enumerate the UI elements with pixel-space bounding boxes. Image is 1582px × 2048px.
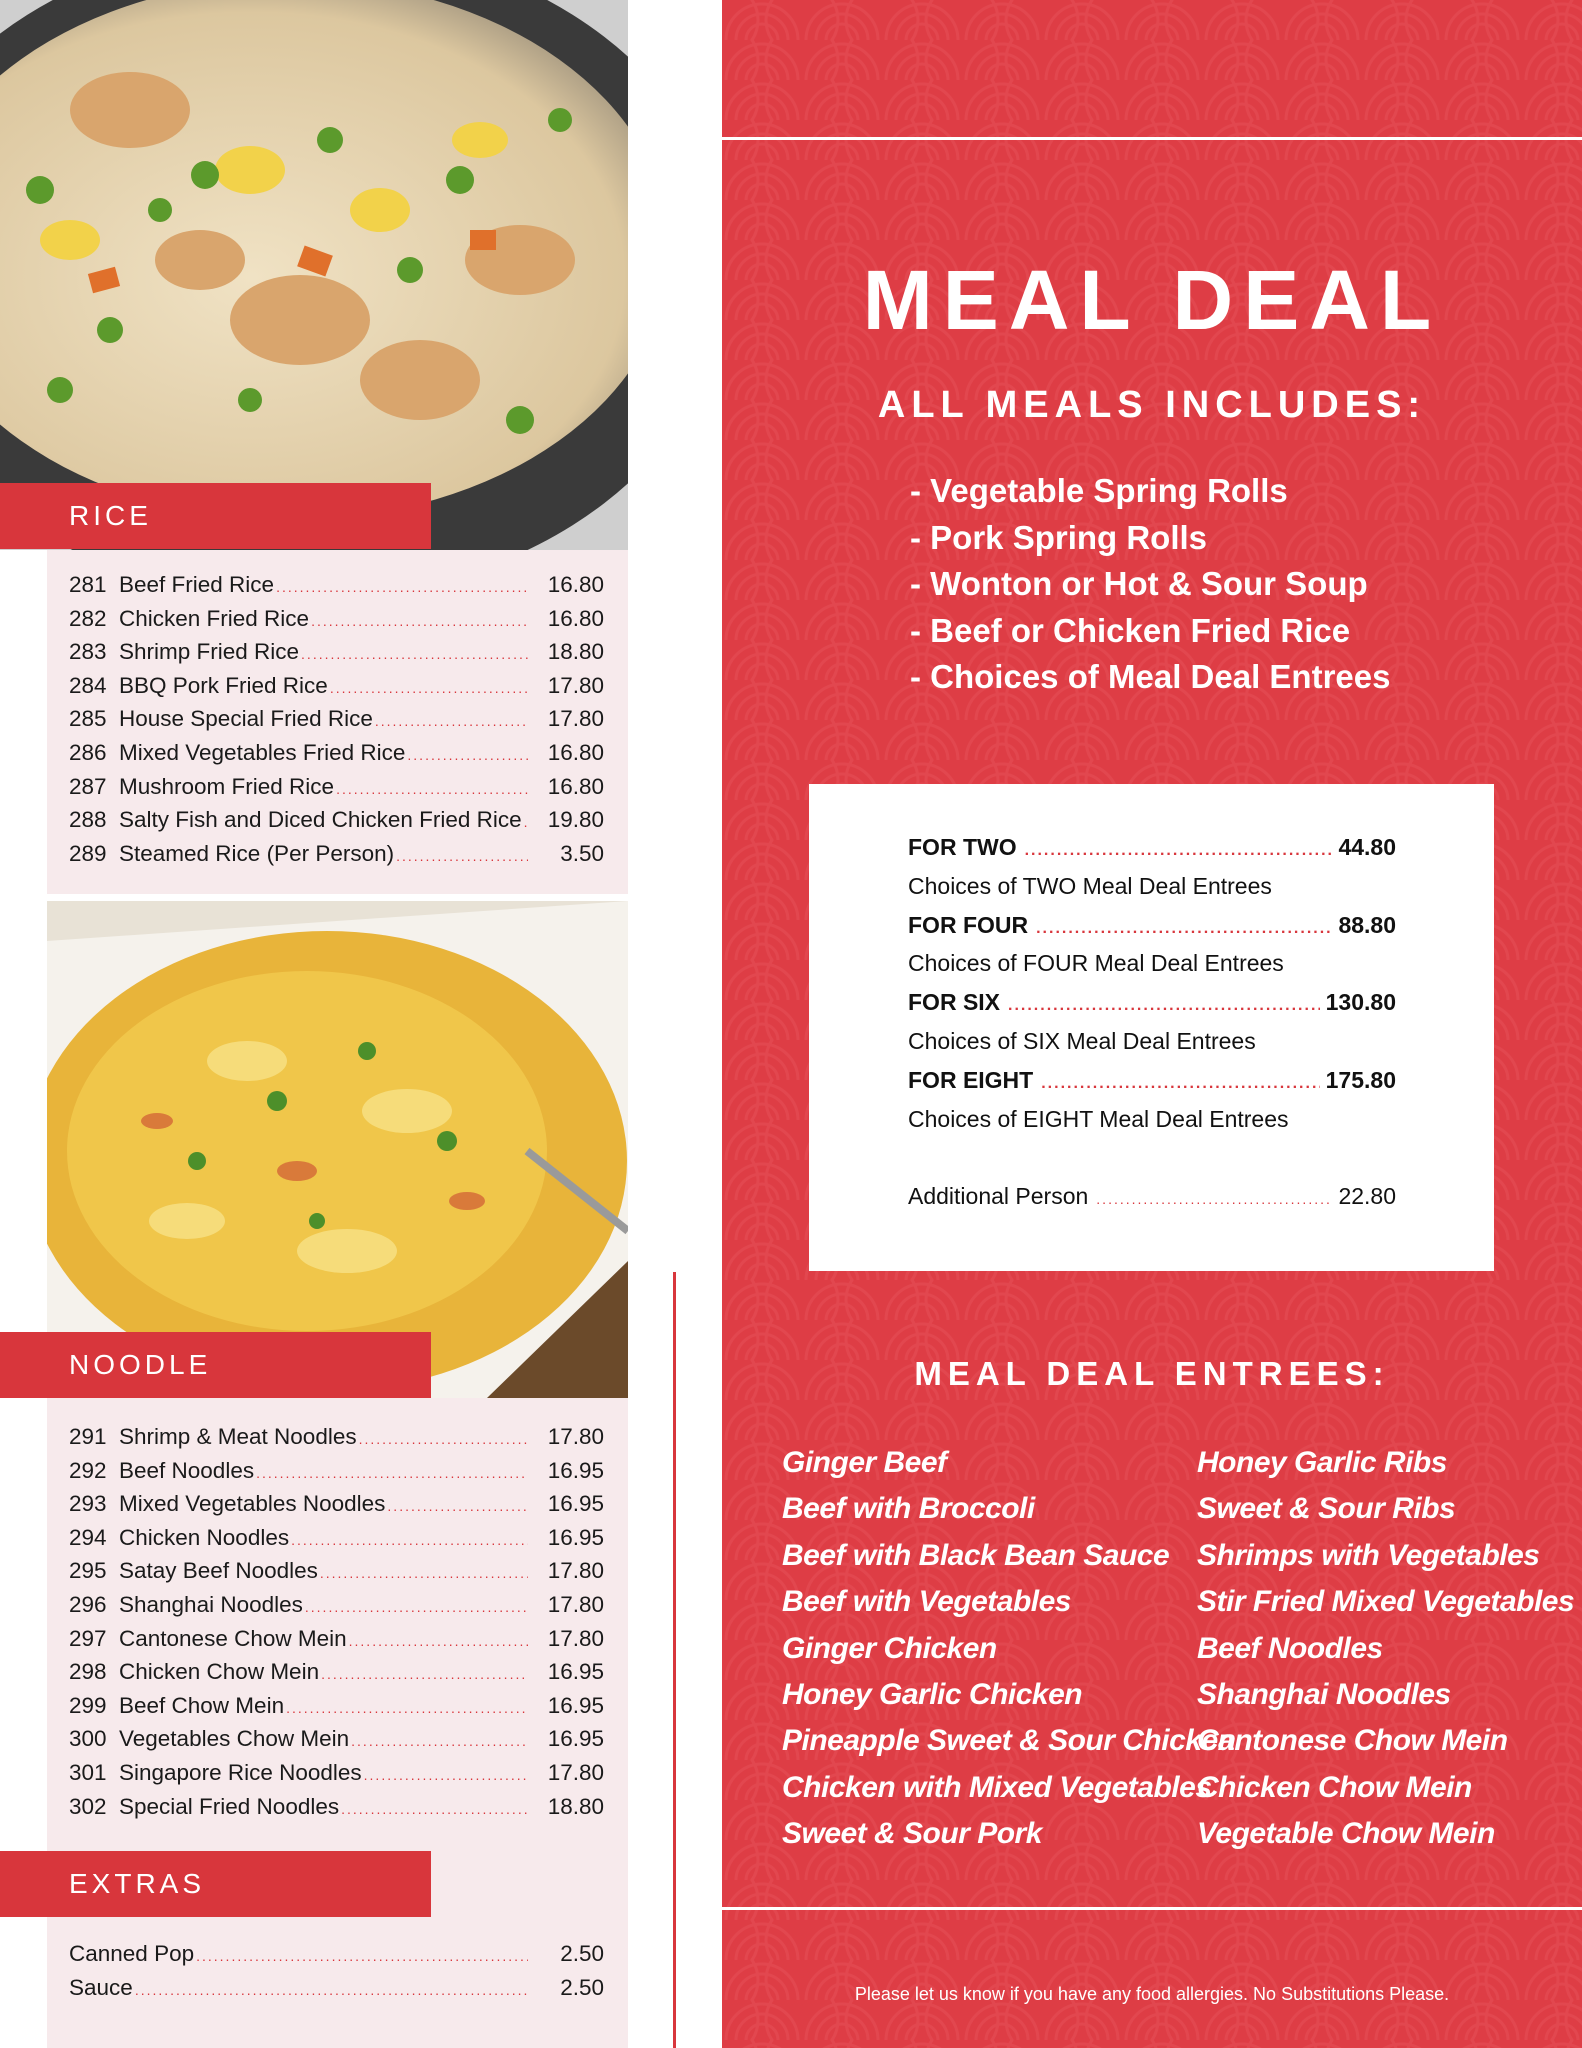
dot-leader xyxy=(351,1733,528,1749)
rice-list xyxy=(69,572,604,874)
included-item: - Wonton or Hot & Sour Soup xyxy=(910,565,1368,602)
item-number: 281 xyxy=(69,572,107,597)
entree-item: Vegetable Chow Mein xyxy=(1197,1817,1495,1851)
bottom-rule xyxy=(722,1907,1582,1910)
entree-item: Sweet & Sour Ribs xyxy=(1197,1492,1456,1526)
dot-leader xyxy=(256,1465,528,1481)
dot-leader xyxy=(1041,1075,1319,1093)
entree-item: Honey Garlic Ribs xyxy=(1197,1446,1447,1479)
dot-leader xyxy=(407,747,528,763)
menu-item xyxy=(69,807,604,841)
included-item: - Beef or Chicken Fried Rice xyxy=(910,611,1351,649)
item-price: 18.80 xyxy=(547,639,604,665)
entree-item: Ginger Chicken xyxy=(782,1631,997,1665)
option-label: FOR SIX xyxy=(908,989,1001,1016)
dot-leader xyxy=(301,646,528,662)
additional-label: Additional Person xyxy=(908,1183,1089,1210)
allergy-footnote: Please let us know if you have any food allergies. No Substitutions Please. xyxy=(854,1984,1450,2004)
menu-item xyxy=(69,1558,604,1592)
entrees-column-1 xyxy=(782,1440,1235,1858)
dot-leader xyxy=(375,713,528,729)
spacer xyxy=(908,1144,1396,1183)
menu-item xyxy=(69,1626,604,1660)
item-number: 283 xyxy=(69,639,107,665)
meal-option xyxy=(908,1067,1396,1106)
item-number: 294 xyxy=(69,1524,107,1550)
option-description xyxy=(908,950,1396,989)
item-name: Shanghai Noodles xyxy=(119,1591,303,1617)
dot-leader xyxy=(276,579,528,595)
item-price: 16.95 xyxy=(547,1524,604,1550)
option-desc-text: Choices of FOUR Meal Deal Entrees xyxy=(908,950,1284,977)
dot-leader xyxy=(387,1498,528,1514)
entree-item: Pineapple Sweet & Sour Chicken xyxy=(782,1724,1236,1758)
item-number: 302 xyxy=(69,1793,107,1819)
item-name: Satay Beef Noodles xyxy=(119,1558,318,1584)
dot-leader xyxy=(1036,920,1332,938)
item-number: 284 xyxy=(69,672,107,698)
entree-item: Shanghai Noodles xyxy=(1197,1677,1451,1711)
item-price: 19.80 xyxy=(547,807,604,833)
dot-leader xyxy=(1008,997,1320,1015)
dot-leader xyxy=(305,1599,528,1615)
item-number: 282 xyxy=(69,605,107,631)
item-price: 16.80 xyxy=(547,572,604,597)
dot-leader xyxy=(286,1700,528,1716)
dot-leader xyxy=(321,1666,528,1682)
item-name: Cantonese Chow Mein xyxy=(119,1625,347,1651)
meal-option xyxy=(908,834,1396,873)
option-price: 88.80 xyxy=(1338,911,1396,938)
item-name: Sauce xyxy=(69,1974,133,2000)
option-desc-text: Choices of EIGHT Meal Deal Entrees xyxy=(908,1105,1289,1132)
item-number: 288 xyxy=(69,807,107,833)
included-item: - Pork Spring Rolls xyxy=(910,518,1208,556)
option-description xyxy=(908,1106,1396,1145)
menu-item xyxy=(69,1760,604,1794)
dot-leader xyxy=(1025,842,1333,860)
item-number: 291 xyxy=(69,1424,107,1449)
item-price: 16.80 xyxy=(547,773,604,799)
item-name: Shrimp Fried Rice xyxy=(119,639,300,665)
menu-item xyxy=(69,1726,604,1760)
entrees-column-2 xyxy=(1197,1440,1574,1858)
menu-item xyxy=(69,841,604,875)
menu-item xyxy=(69,1525,604,1559)
item-name: Beef Chow Mein xyxy=(119,1692,285,1718)
dot-leader xyxy=(196,1948,528,1964)
item-number: 300 xyxy=(69,1726,107,1752)
rice-noodles-photo xyxy=(47,901,628,1398)
option-label: FOR FOUR xyxy=(908,911,1029,938)
dot-leader xyxy=(359,1431,528,1447)
menu-item xyxy=(69,774,604,808)
extras-heading: EXTRAS xyxy=(0,1851,431,1917)
additional-person xyxy=(908,1183,1396,1222)
noodle-heading: NOODLE xyxy=(0,1332,431,1398)
menu-item xyxy=(69,1975,604,2009)
item-price: 17.80 xyxy=(547,1558,604,1584)
item-name: House Special Fried Rice xyxy=(119,706,373,732)
item-number: 299 xyxy=(69,1692,107,1718)
item-price: 17.80 xyxy=(547,1591,604,1617)
item-number: 292 xyxy=(69,1457,107,1483)
dot-leader xyxy=(135,1982,528,1998)
meal-price-list xyxy=(908,834,1396,1222)
item-price: 2.50 xyxy=(560,1974,604,2000)
dot-leader xyxy=(396,848,528,864)
item-price: 16.95 xyxy=(547,1491,604,1517)
option-price: 175.80 xyxy=(1325,1066,1396,1093)
entree-item: Beef with Vegetables xyxy=(782,1585,1071,1619)
option-description xyxy=(908,1028,1396,1067)
included-item: - Vegetable Spring Rolls xyxy=(910,472,1288,509)
item-name: Canned Pop xyxy=(69,1941,195,1966)
item-name: BBQ Pork Fried Rice xyxy=(119,672,328,698)
menu-item xyxy=(69,1592,604,1626)
meal-deal-title: MEAL DEAL xyxy=(862,253,1442,347)
item-number: 298 xyxy=(69,1659,107,1685)
rice-heading: RICE xyxy=(0,483,431,549)
item-number: 286 xyxy=(69,739,107,765)
item-number: 293 xyxy=(69,1491,107,1517)
noodle-list xyxy=(69,1424,604,1827)
menu-item xyxy=(69,639,604,673)
entree-item: Chicken with Mixed Vegetables xyxy=(782,1770,1212,1804)
item-number: 285 xyxy=(69,706,107,732)
entree-item: Beef Noodles xyxy=(1197,1631,1383,1665)
option-label: FOR TWO xyxy=(908,834,1017,860)
item-number: 297 xyxy=(69,1625,107,1651)
dot-leader xyxy=(320,1565,528,1581)
item-price: 16.95 xyxy=(547,1692,604,1718)
item-name: Chicken Chow Mein xyxy=(119,1659,320,1685)
item-price: 17.80 xyxy=(547,706,604,732)
included-item: - Choices of Meal Deal Entrees xyxy=(910,658,1391,695)
menu-item xyxy=(69,1424,604,1458)
item-name: Chicken Fried Rice xyxy=(119,605,310,631)
item-name: Chicken Noodles xyxy=(119,1524,290,1550)
item-price: 17.80 xyxy=(547,1759,604,1785)
option-desc-text: Choices of SIX Meal Deal Entrees xyxy=(908,1027,1256,1054)
dot-leader xyxy=(336,781,528,797)
option-description xyxy=(908,873,1396,912)
meal-option xyxy=(908,912,1396,951)
top-rule xyxy=(722,137,1582,140)
dot-leader xyxy=(1096,1191,1332,1207)
menu-item xyxy=(69,1659,604,1693)
option-label: FOR EIGHT xyxy=(908,1066,1034,1093)
item-number: 289 xyxy=(69,840,107,866)
fried-rice-photo xyxy=(0,0,628,550)
meal-deal-panel xyxy=(722,0,1582,2048)
item-price: 16.95 xyxy=(547,1659,604,1685)
menu-item xyxy=(69,706,604,740)
menu-item xyxy=(69,1458,604,1492)
item-price: 16.80 xyxy=(547,739,604,765)
entree-item: Sweet & Sour Pork xyxy=(782,1817,1042,1851)
option-price: 44.80 xyxy=(1338,834,1396,860)
dot-leader xyxy=(524,814,528,830)
dot-leader xyxy=(330,680,528,696)
dot-leader xyxy=(311,613,528,629)
item-name: Mixed Vegetables Noodles xyxy=(119,1491,386,1517)
entree-item: Stir Fried Mixed Vegetables xyxy=(1197,1585,1575,1619)
extras-list xyxy=(69,1941,604,2008)
includes-subtitle: ALL MEALS INCLUDES: xyxy=(877,384,1427,426)
item-number: 296 xyxy=(69,1591,107,1617)
dot-leader xyxy=(364,1767,528,1783)
entree-item: Beef with Black Bean Sauce xyxy=(782,1538,1170,1572)
menu-item xyxy=(69,1491,604,1525)
item-number: 301 xyxy=(69,1759,107,1785)
option-desc-text: Choices of TWO Meal Deal Entrees xyxy=(908,872,1272,899)
menu-item xyxy=(69,1794,604,1828)
item-name: Mixed Vegetables Fried Rice xyxy=(119,739,406,765)
entree-item: Honey Garlic Chicken xyxy=(782,1677,1083,1711)
entree-item: Beef with Broccoli xyxy=(782,1492,1035,1526)
menu-item xyxy=(69,1693,604,1727)
item-price: 2.50 xyxy=(560,1941,604,1966)
dot-leader xyxy=(349,1633,528,1649)
item-price: 17.80 xyxy=(547,1625,604,1651)
meal-option xyxy=(908,989,1396,1028)
menu-item xyxy=(69,740,604,774)
item-name: Mushroom Fried Rice xyxy=(119,773,335,799)
left-menu-column xyxy=(0,0,628,2048)
entree-item: Cantonese Chow Mein xyxy=(1197,1724,1508,1758)
item-price: 16.95 xyxy=(547,1457,604,1483)
meal-price-box xyxy=(809,784,1494,1271)
option-price: 130.80 xyxy=(1325,989,1396,1016)
item-name: Beef Noodles xyxy=(119,1457,255,1483)
item-price: 17.80 xyxy=(547,672,604,698)
includes-list xyxy=(910,468,1390,701)
entrees-title: MEAL DEAL ENTREES: xyxy=(914,1355,1390,1392)
item-name: Shrimp & Meat Noodles xyxy=(119,1424,357,1449)
item-price: 16.80 xyxy=(547,605,604,631)
item-price: 3.50 xyxy=(560,840,604,866)
item-name: Special Fried Noodles xyxy=(119,1793,340,1819)
item-name: Steamed Rice (Per Person) xyxy=(119,840,395,866)
menu-item xyxy=(69,1941,604,1975)
item-price: 16.95 xyxy=(547,1726,604,1752)
menu-item xyxy=(69,673,604,707)
dot-leader xyxy=(341,1801,528,1817)
additional-price: 22.80 xyxy=(1338,1183,1396,1210)
item-number: 295 xyxy=(69,1558,107,1584)
item-name: Beef Fried Rice xyxy=(119,572,275,597)
divider-line xyxy=(673,1272,676,2048)
item-number: 287 xyxy=(69,773,107,799)
dot-leader xyxy=(291,1532,528,1548)
entree-item: Chicken Chow Mein xyxy=(1197,1770,1472,1804)
entree-item: Ginger Beef xyxy=(782,1446,947,1479)
item-name: Vegetables Chow Mein xyxy=(119,1726,350,1752)
entree-item: Shrimps with Vegetables xyxy=(1197,1538,1540,1572)
item-price: 18.80 xyxy=(547,1793,604,1819)
item-price: 17.80 xyxy=(547,1424,604,1449)
item-name: Salty Fish and Diced Chicken Fried Rice xyxy=(119,807,522,833)
menu-item xyxy=(69,572,604,606)
item-name: Singapore Rice Noodles xyxy=(119,1759,362,1785)
menu-item xyxy=(69,606,604,640)
